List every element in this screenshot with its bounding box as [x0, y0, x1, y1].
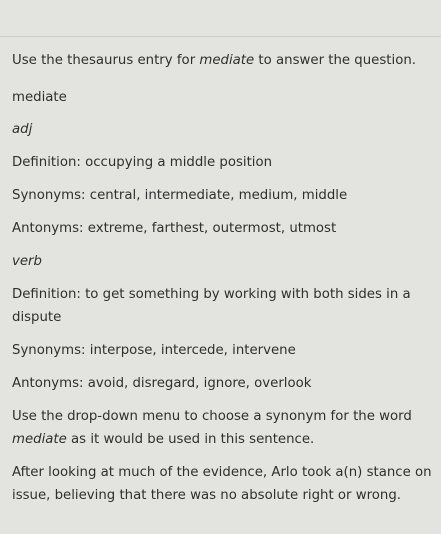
- sense-2-definition-line2: dispute: [12, 310, 62, 325]
- instruction-text: [12, 52, 437, 70]
- task-line2-suffix: as it would be used in this sentence.: [66, 432, 315, 447]
- instruction-suffix: to answer the question.: [254, 53, 416, 68]
- instruction-word: mediate: [199, 53, 255, 68]
- sense-1-definition: Definition: occupying a middle position: [12, 155, 273, 170]
- sense-2-antonyms: Antonyms: avoid, disregard, ignore, overlook: [12, 376, 312, 391]
- sense-1-pos: adj: [12, 122, 33, 137]
- top-divider: [0, 36, 441, 37]
- sentence-line2: issue, believing that there was no absolute right or wrong.: [12, 488, 402, 503]
- sentence-line1: After looking at much of the evidence, Arlo took a(n) stance on: [12, 465, 432, 480]
- sense-1-antonyms: Antonyms: extreme, farthest, outermost, utmost: [12, 221, 337, 236]
- sense-2-pos: verb: [12, 254, 42, 269]
- task-line1: Use the drop-down menu to choose a synonym for the word: [12, 409, 412, 424]
- sense-1-synonyms: Synonyms: central, intermediate, medium, middle: [12, 188, 348, 203]
- question-content: [12, 52, 437, 505]
- task-line2: [12, 431, 437, 449]
- instruction-prefix: Use the thesaurus entry for: [12, 53, 200, 68]
- sense-2-synonyms: Synonyms: interpose, intercede, intervene: [12, 343, 296, 358]
- entry-headword: mediate: [12, 90, 67, 105]
- sense-2-definition-line1: Definition: to get something by working with both sides in a: [12, 287, 411, 302]
- task-word: mediate: [12, 432, 67, 447]
